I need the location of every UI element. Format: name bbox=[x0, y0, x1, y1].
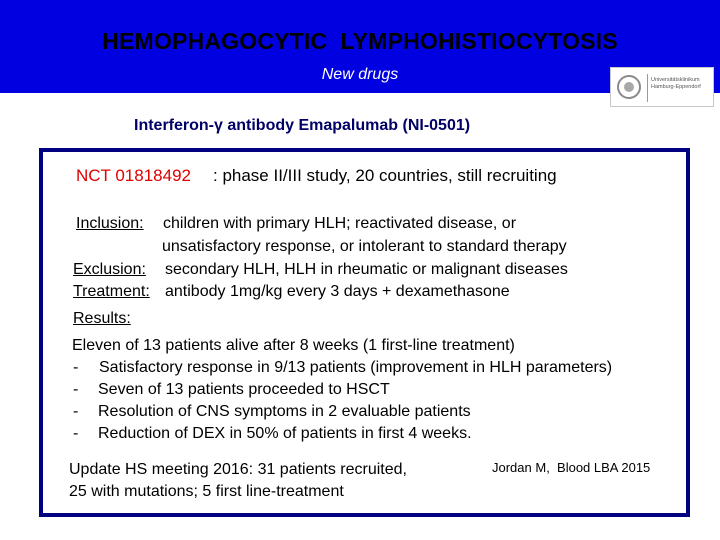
exclusion-text: secondary HLH, HLH in rheumatic or malignant diseases bbox=[165, 261, 568, 278]
result-item: Seven of 13 patients proceeded to HSCT bbox=[98, 381, 390, 398]
update-line1: Update HS meeting 2016: 31 patients recruited, bbox=[69, 461, 407, 478]
update-line2: 25 with mutations; 5 first line-treatment bbox=[69, 483, 344, 500]
inclusion-text-line1: children with primary HLH; reactivated disease, or bbox=[163, 215, 517, 232]
result-bullet: - bbox=[73, 403, 79, 420]
result-bullet: - bbox=[73, 425, 79, 442]
result-item: Satisfactory response in 9/13 patients (improvement in HLH parameters) bbox=[99, 359, 613, 376]
exclusion-label: Exclusion: bbox=[73, 261, 146, 278]
drug-heading: Interferon-γ antibody Emapalumab (NI-0501) bbox=[134, 117, 471, 134]
university-logo bbox=[610, 67, 714, 107]
inclusion-text-line2: unsatisfactory response, or intolerant to standard therapy bbox=[162, 238, 567, 255]
treatment-text: antibody 1mg/kg every 3 days + dexamethasone bbox=[165, 283, 510, 300]
result-bullet: - bbox=[73, 381, 79, 398]
logo-divider bbox=[647, 74, 648, 102]
reference-citation: Jordan M, Blood LBA 2015 bbox=[492, 460, 651, 475]
study-id: NCT 01818492 bbox=[76, 166, 191, 185]
results-summary: Eleven of 13 patients alive after 8 weeks (1 first-line treatment) bbox=[72, 337, 515, 354]
seal-icon bbox=[617, 75, 641, 99]
result-bullet: - bbox=[73, 359, 79, 376]
logo-text: Universitätsklinikum Hamburg-Eppendorf bbox=[651, 77, 701, 90]
treatment-label: Treatment: bbox=[73, 283, 150, 300]
results-label: Results: bbox=[73, 310, 131, 327]
result-item: Resolution of CNS symptoms in 2 evaluable patients bbox=[98, 403, 471, 420]
slide-subtitle: New drugs bbox=[321, 66, 399, 83]
inclusion-label: Inclusion: bbox=[76, 215, 144, 232]
study-description: : phase II/III study, 20 countries, still recruiting bbox=[213, 166, 557, 185]
slide-title: HEMOPHAGOCYTIC LYMPHOHISTIOCYTOSIS bbox=[102, 28, 618, 54]
result-item: Reduction of DEX in 50% of patients in first 4 weeks. bbox=[98, 425, 472, 442]
